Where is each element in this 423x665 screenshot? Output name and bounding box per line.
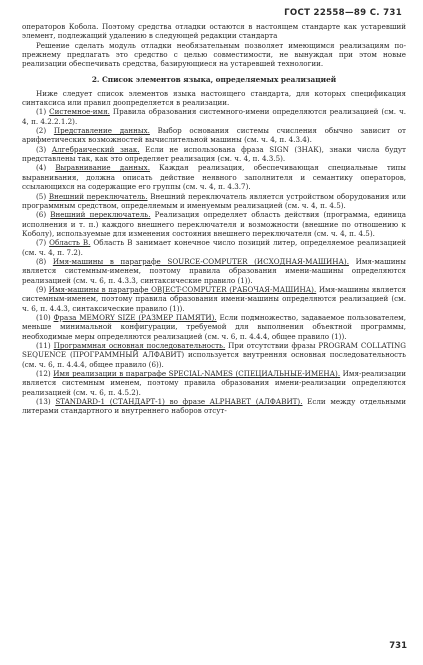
list-item: (3) Алгебраический знак. Если не использована фраза SIGN (ЗНАК), знаки числа будут представлены так, как это определяет реализация (см. ч. 4, п. 4.3.5). xyxy=(22,144,406,164)
list-item: (6) Внешний переключатель. Реализация определяет область действия (программа, единица исполнения и т. п.) каждого внешнего переключателя и возможности (внешние по отношению к Коболу), используемые для изменения состояния внешнего переключателя (см. ч. 4, п. 4.5). xyxy=(22,210,406,238)
list-item: (11) Программная основная последовательность. При отсутствии фразы PROGRAM COLLATING SEQUENCE (ПРОГРАММНЫЙ АЛФАВИТ) используется внутренняя основная последовательность (см. ч. 6, п. 4.4.4, общее правило (6)). xyxy=(22,341,406,369)
list-item: (7) Область В. Область В занимает конечное число позиций литер, определяемое реализацией (см. ч. 4, п. 7.2). xyxy=(22,238,406,257)
section-heading: 2. Список элементов языка, определяемых реализацией xyxy=(91,74,337,84)
intro-paragraph-2: Решение сделать модуль отладки необязательным позволяет имеющимся реализациям по-прежнему предлагать это средство с целью совместимости, не вынуждая при этом новые реализации обеспечивать средства, базирующиеся на устаревшей технологии. xyxy=(22,40,406,69)
list-item: (4) Выравнивание данных. Каждая реализация, обеспечивающая специальные типы выравнивания, должна описать действие неявного заполнителя и семантику операторов, ссылающихся на содержащие его группы (см. ч. 4, п. 4.3.7). xyxy=(22,163,406,192)
list-item: (13) STANDARD-1 (СТАНДАРТ-1) во фразе ALPHABET (АЛФАВИТ). Если между отдельными литерами стандартного и внутреннего наборов отсут- xyxy=(22,397,406,416)
list-item: (12) Имя реализации в параграфе SPECIAL-NAMES (СПЕЦИАЛЬНЫЕ-ИМЕНА). Имя-реализации является системным именем, поэтому правила образования имени-реализации определяются реализацией (см. ч. 6, п. 4.5.2). xyxy=(22,369,406,397)
document-page xyxy=(22,8,406,416)
running-header: ГОСТ 22558—89 С. 731 xyxy=(284,8,402,18)
list-item: (5) Внешний переключатель. Внешний переключатель является устройством оборудования или программным средством, определяемым и именуемым реализацией (см. ч. 4, п. 4.5). xyxy=(22,191,406,210)
list-item: (10) Фраза MEMORY SIZE (РАЗМЕР ПАМЯТИ). Если подмножество, задаваемое пользователем, меньше минимальной конфигурации, требуемой для выполнения объектной программы, необходимые меры определяются реализацией (см. ч. 6, п. 4.4.4, общее правило (1)). xyxy=(22,312,406,341)
list-item: (2) Представление данных. Выбор основания системы счисления обычно зависит от арифметических возможностей вычислительной машины (см. ч. 4, п. 4.3.4). xyxy=(22,126,407,145)
section-intro: Ниже следует список элементов языка настоящего стандарта, для которых спецификация синтаксиса или правил доопределяется в реализации. xyxy=(22,88,406,108)
page-number: 731 xyxy=(389,641,407,651)
list-item: (8) Имя-машины в параграфе SOURCE-COMPUTER (ИСХОДНАЯ-МАШИНА). Имя-машины является системным-именем, поэтому правила образования имени-машины определяются реализацией (см. ч. 6, п. 4.3.3, синтаксические правило (1)). xyxy=(22,256,406,285)
intro-paragraph-1: операторов Кобола. Поэтому средства отладки остаются в настоящем стандарте как устаревший элемент, подлежащий удалению в следующей редакции стандарта xyxy=(22,22,406,41)
list-item: (1) Системное-имя. Правила образования системного-имени определяются реализацией (см. ч. 4, п. 4.2.2.1.2). xyxy=(22,107,406,126)
list-item: (9) Имя-машины в параграфе OBJECT-COMPUTER (РАБОЧАЯ-МАШИНА). Имя-машины является системным-именем, поэтому правила образования имени-машины определяются реализацией (см. ч. 6, п. 4.4.3, синтаксические правило (1)). xyxy=(22,284,406,313)
